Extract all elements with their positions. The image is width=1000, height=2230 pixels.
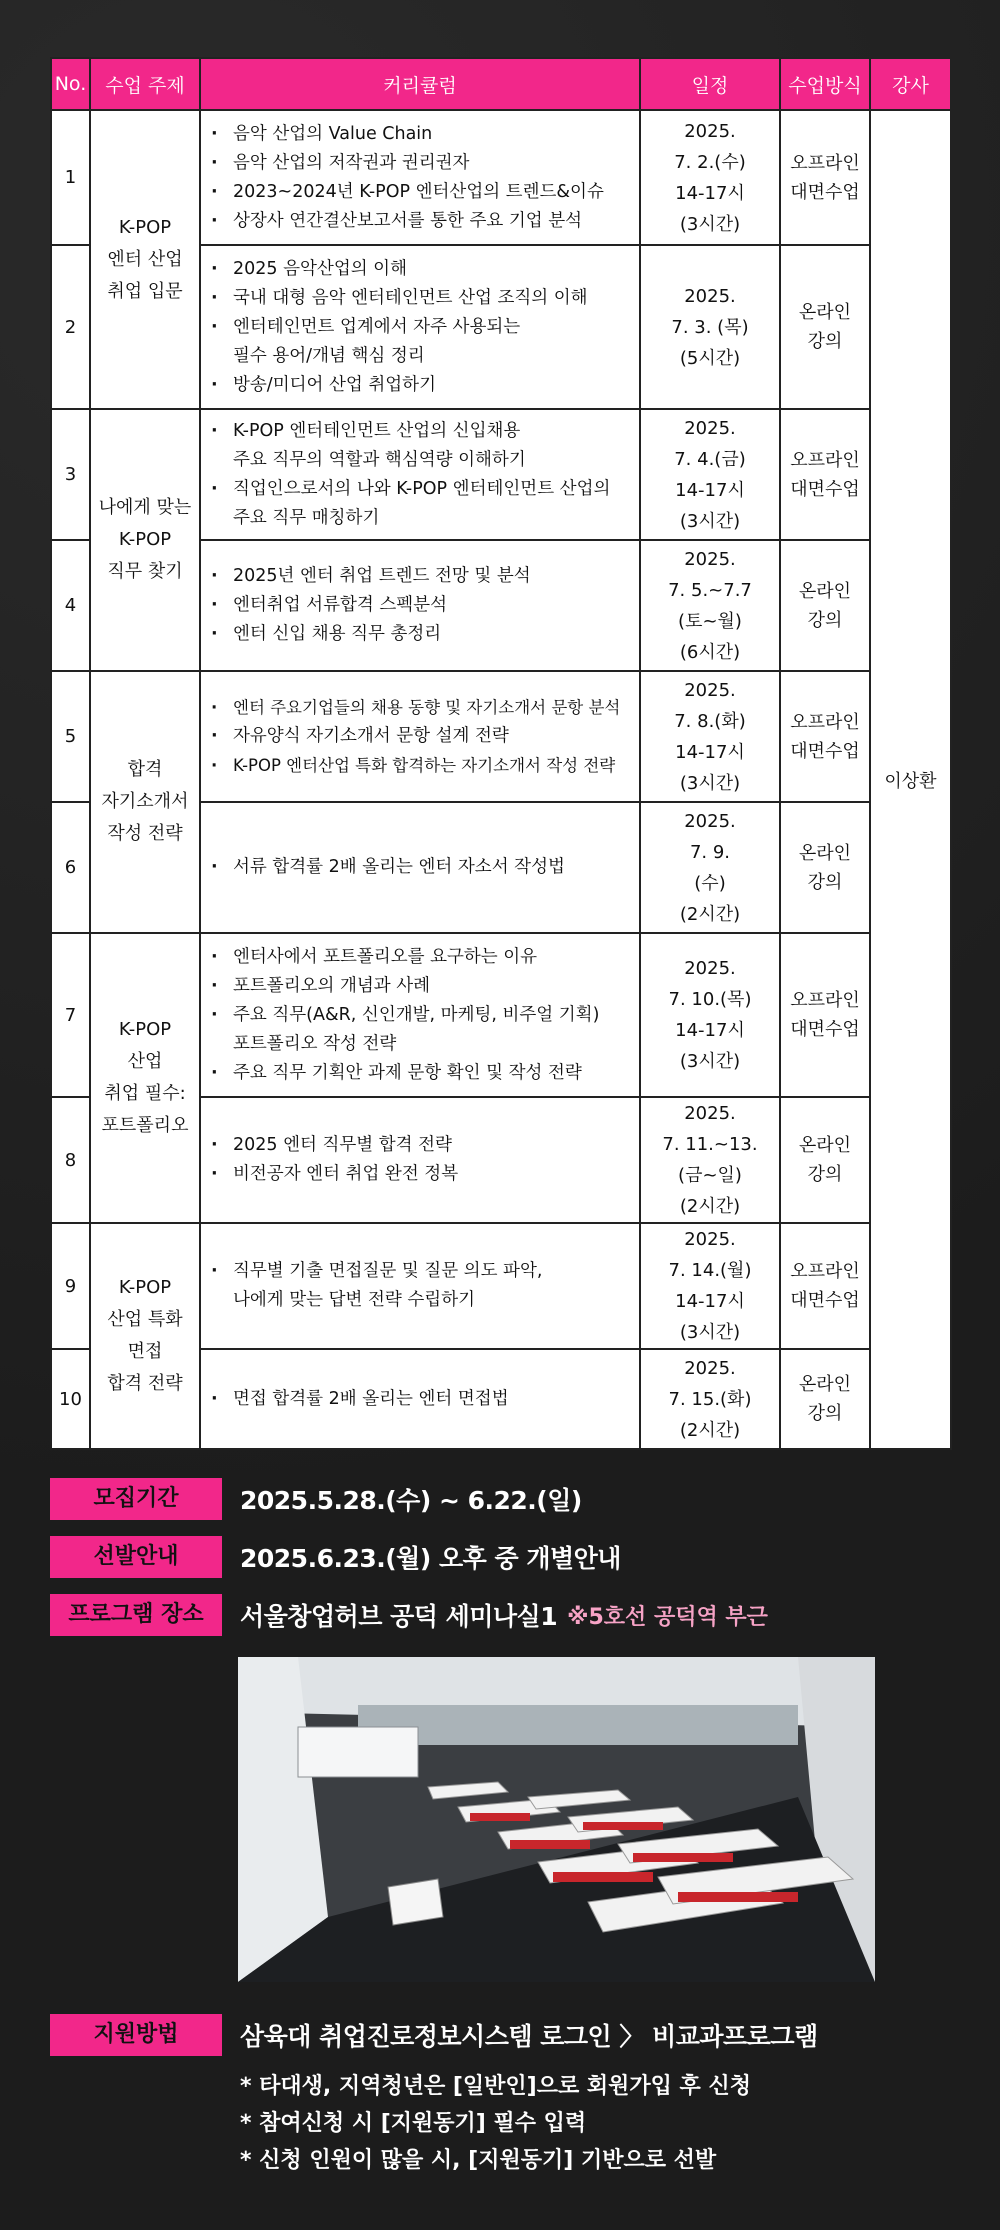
curriculum-item: · 엔터사에서 포트폴리오를 요구하는 이유 xyxy=(209,943,639,972)
method-cell: 온라인 강의 xyxy=(780,1349,870,1449)
seminar-room-photo xyxy=(238,1657,875,1982)
header-teacher: 강사 xyxy=(870,58,951,110)
recruit-value: 2025.5.28.(수) ~ 6.22.(일) xyxy=(240,1486,582,1515)
curriculum-item: · 음악 산업의 Value Chain xyxy=(209,120,639,149)
schedule-cell: 2025. 7. 2.(수) 14-17시 (3시간) xyxy=(640,110,780,245)
method-cell: 오프라인 대면수업 xyxy=(780,110,870,245)
row-no: 10 xyxy=(51,1349,90,1449)
curriculum-cell xyxy=(200,671,640,802)
curriculum-item: · 엔터 주요기업들의 채용 동향 및 자기소개서 문항 분석 xyxy=(209,693,639,722)
table-header-row xyxy=(51,58,951,110)
table-row xyxy=(51,671,951,802)
curriculum-item: · 엔터테인먼트 업계에서 자주 사용되는 필수 용어/개념 핵심 정리 xyxy=(209,313,639,371)
table-row xyxy=(51,110,951,245)
row-no: 4 xyxy=(51,540,90,671)
recruit-row xyxy=(50,1478,582,1520)
schedule-cell: 2025. 7. 10.(목) 14-17시 (3시간) xyxy=(640,933,780,1097)
apply-note: * 신청 인원이 많을 시, [지원동기] 기반으로 선발 xyxy=(240,2148,717,2173)
curriculum-item: · 주요 직무(A&R, 신인개발, 마케팅, 비주얼 기획) 포트폴리오 작성 전략 xyxy=(209,1001,639,1059)
method-cell: 온라인 강의 xyxy=(780,540,870,671)
curriculum-table xyxy=(50,57,952,1450)
apply-label: 지원방법 xyxy=(50,2014,222,2056)
topic-cell: 합격 자기소개서 작성 전략 xyxy=(90,671,200,933)
schedule-cell: 2025. 7. 11.~13. (금~일) (2시간) xyxy=(640,1097,780,1223)
header-no: No. xyxy=(51,58,90,110)
row-no: 2 xyxy=(51,245,90,409)
header-method: 수업방식 xyxy=(780,58,870,110)
curriculum-item: · 2025 엔터 직무별 합격 전략 xyxy=(209,1131,639,1160)
curriculum-item: · 음악 산업의 저작권과 권리권자 xyxy=(209,149,639,178)
table-row xyxy=(51,933,951,1097)
method-cell: 온라인 강의 xyxy=(780,802,870,933)
row-no: 7 xyxy=(51,933,90,1097)
topic-cell: 나에게 맞는 K-POP 직무 찾기 xyxy=(90,409,200,671)
row-no: 5 xyxy=(51,671,90,802)
curriculum-item: · K-POP 엔터테인먼트 산업의 신입채용 주요 직무의 역할과 핵심역량 이해하기 xyxy=(209,417,639,475)
apply-note: * 타대생, 지역청년은 [일반인]으로 회원가입 후 신청 xyxy=(240,2074,751,2099)
curriculum-cell xyxy=(200,409,640,540)
apply-value: 삼육대 취업진로정보시스템 로그인 〉 비교과프로그램 xyxy=(240,2022,818,2051)
curriculum-item: · 엔터 신입 채용 직무 총정리 xyxy=(209,620,639,649)
venue-label: 프로그램 장소 xyxy=(50,1594,222,1636)
apply-row xyxy=(50,2014,818,2056)
method-cell: 오프라인 대면수업 xyxy=(780,671,870,802)
curriculum-item: · 자유양식 자기소개서 문항 설계 전략 xyxy=(209,722,639,751)
curriculum-cell xyxy=(200,1223,640,1349)
row-no: 6 xyxy=(51,802,90,933)
curriculum-item: · 직무별 기출 면접질문 및 질문 의도 파악, 나에게 맞는 답변 전략 수립하기 xyxy=(209,1257,639,1315)
curriculum-item: · 엔터취업 서류합격 스펙분석 xyxy=(209,591,639,620)
curriculum-item: · 2025년 엔터 취업 트렌드 전망 및 분석 xyxy=(209,562,639,591)
curriculum-item: · 주요 직무 기획안 과제 문항 확인 및 작성 전략 xyxy=(209,1059,639,1088)
schedule-cell: 2025. 7. 5.~7.7 (토~월) (6시간) xyxy=(640,540,780,671)
topic-cell: K-POP 엔터 산업 취업 입문 xyxy=(90,110,200,409)
curriculum-item: · 직업인으로서의 나와 K-POP 엔터테인먼트 산업의 주요 직무 매칭하기 xyxy=(209,475,639,533)
header-topic: 수업 주제 xyxy=(90,58,200,110)
curriculum-item: · 포트폴리오의 개념과 사례 xyxy=(209,972,639,1001)
topic-cell: K-POP 산업 특화 면접 합격 전략 xyxy=(90,1223,200,1449)
curriculum-item: · 상장사 연간결산보고서를 통한 주요 기업 분석 xyxy=(209,207,639,236)
apply-note: * 참여신청 시 [지원동기] 필수 입력 xyxy=(240,2111,587,2136)
schedule-cell: 2025. 7. 8.(화) 14-17시 (3시간) xyxy=(640,671,780,802)
schedule-cell: 2025. 7. 4.(금) 14-17시 (3시간) xyxy=(640,409,780,540)
recruit-label: 모집기간 xyxy=(50,1478,222,1520)
curriculum-cell xyxy=(200,933,640,1097)
curriculum-item: · 2025 음악산업의 이해 xyxy=(209,255,639,284)
row-no: 8 xyxy=(51,1097,90,1223)
table-row xyxy=(51,1223,951,1349)
method-cell: 온라인 강의 xyxy=(780,245,870,409)
curriculum-cell xyxy=(200,802,640,933)
venue-row xyxy=(50,1594,768,1636)
method-cell: 온라인 강의 xyxy=(780,1097,870,1223)
curriculum-item: · 방송/미디어 산업 취업하기 xyxy=(209,371,639,400)
apply-notes xyxy=(240,2068,751,2179)
curriculum-item: · 국내 대형 음악 엔터테인먼트 산업 조직의 이해 xyxy=(209,284,639,313)
schedule-cell: 2025. 7. 9. (수) (2시간) xyxy=(640,802,780,933)
venue-note: ※5호선 공덕역 부근 xyxy=(567,1604,768,1630)
schedule-cell: 2025. 7. 14.(월) 14-17시 (3시간) xyxy=(640,1223,780,1349)
curriculum-cell xyxy=(200,1349,640,1449)
curriculum-item: · 2023~2024년 K-POP 엔터산업의 트렌드&이슈 xyxy=(209,178,639,207)
selection-row xyxy=(50,1536,621,1578)
curriculum-cell xyxy=(200,245,640,409)
row-no: 9 xyxy=(51,1223,90,1349)
curriculum-item: · 면접 합격률 2배 올리는 엔터 면접법 xyxy=(209,1385,639,1414)
method-cell: 오프라인 대면수업 xyxy=(780,933,870,1097)
row-no: 3 xyxy=(51,409,90,540)
row-no: 1 xyxy=(51,110,90,245)
selection-label: 선발안내 xyxy=(50,1536,222,1578)
header-curriculum: 커리큘럼 xyxy=(200,58,640,110)
curriculum-item: · 비전공자 엔터 취업 완전 정복 xyxy=(209,1160,639,1189)
curriculum-item: · K-POP 엔터산업 특화 합격하는 자기소개서 작성 전략 xyxy=(209,751,639,780)
selection-value: 2025.6.23.(월) 오후 중 개별안내 xyxy=(240,1544,621,1573)
header-schedule: 일정 xyxy=(640,58,780,110)
curriculum-cell xyxy=(200,110,640,245)
teacher-cell: 이상환 xyxy=(870,110,951,1449)
curriculum-cell xyxy=(200,1097,640,1223)
topic-cell: K-POP 산업 취업 필수: 포트폴리오 xyxy=(90,933,200,1223)
venue-value: 서울창업허브 공덕 세미나실1 xyxy=(240,1602,558,1631)
schedule-cell: 2025. 7. 3. (목) (5시간) xyxy=(640,245,780,409)
method-cell: 오프라인 대면수업 xyxy=(780,1223,870,1349)
method-cell: 오프라인 대면수업 xyxy=(780,409,870,540)
table-row xyxy=(51,409,951,540)
curriculum-item: · 서류 합격률 2배 올리는 엔터 자소서 작성법 xyxy=(209,853,639,882)
schedule-cell: 2025. 7. 15.(화) (2시간) xyxy=(640,1349,780,1449)
curriculum-cell xyxy=(200,540,640,671)
